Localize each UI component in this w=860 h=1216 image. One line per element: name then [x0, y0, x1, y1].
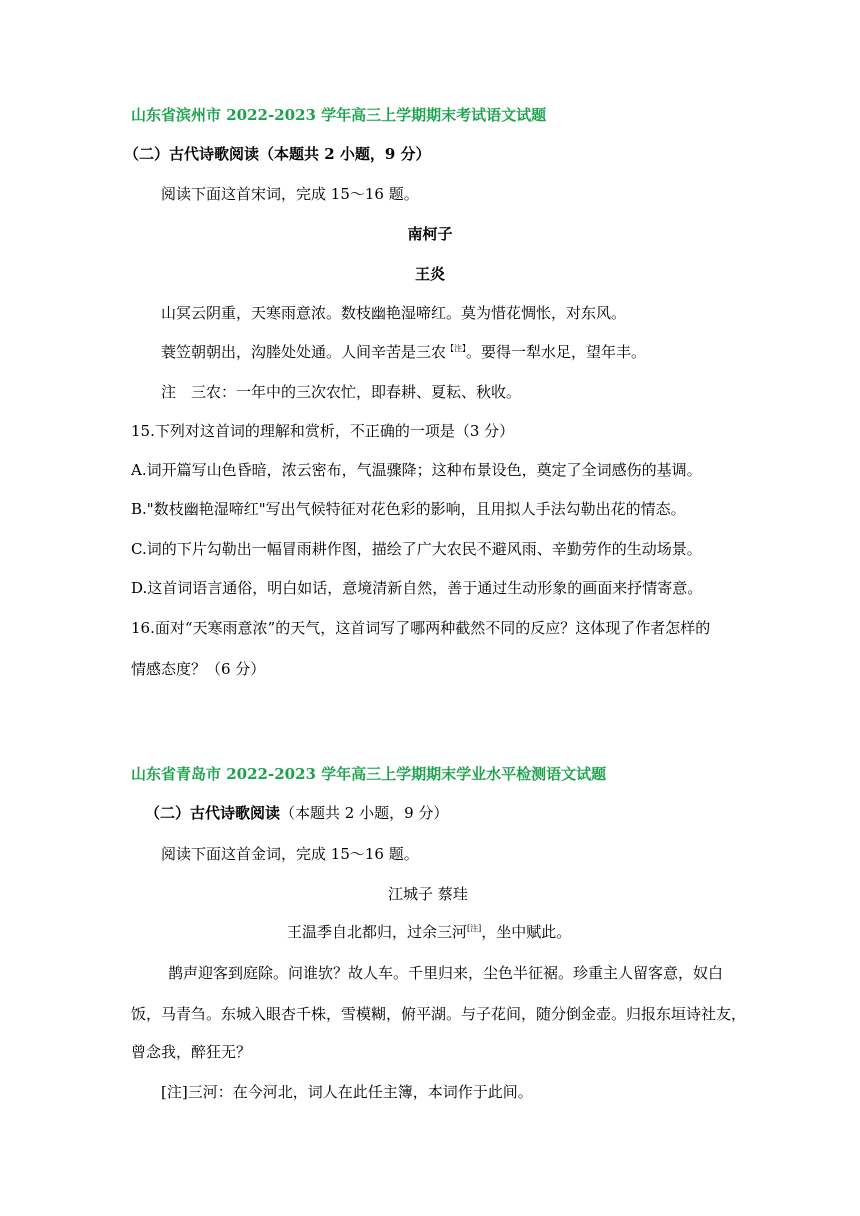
- poem-body-line-1: 鹊声迎客到庭除。问谁欤？故人车。千里归来，尘色半征裾。珍重主人留客意，奴白: [168, 964, 724, 982]
- poem-line-1: 山冥云阴重，天寒雨意浓。数枝幽艳湿啼红。莫为惜花惆怅，对东风。: [161, 304, 627, 322]
- note-marker: 【注】: [446, 344, 467, 353]
- preface-note-marker: [注]: [467, 924, 482, 933]
- section-heading-1: （二）古代诗歌阅读（本题共 2 小题，9 分）: [124, 145, 431, 163]
- poem-preface: [287, 922, 571, 942]
- annotation-2: [注]三河：在今河北，词人在此任主簿，本词作于此间。: [161, 1083, 533, 1101]
- section-heading-2: [145, 803, 448, 823]
- option-b: B."数枝幽艳湿啼红"写出气候特征对花色彩的影响，且用拟人手法勾勒出花的情态。: [131, 500, 686, 518]
- poem-line-2: [161, 342, 646, 362]
- preface-b: ，坐中赋此。: [481, 923, 572, 941]
- option-a: A.词开篇写山色昏暗，浓云密布，气温骤降；这种布景设色，奠定了全词感伤的基调。: [131, 461, 702, 479]
- option-d: D.这首词语言通俗，明白如话，意境清新自然，善于通过生动形象的画面来抒情寄意。: [131, 579, 703, 597]
- source-title-binzhou: 山东省滨州市 2022-2023 学年高三上学期期末考试语文试题: [131, 106, 547, 124]
- section-heading-2-bold: （二）古代诗歌阅读: [145, 804, 281, 822]
- annotation-1: 注 三农：一年中的三次农忙，即春耕、夏耘、秋收。: [161, 383, 522, 401]
- option-c: C.词的下片勾勒出一幅冒雨耕作图，描绘了广大农民不避风雨、辛勤劳作的生动场景。: [131, 540, 702, 558]
- poem-title-1: 南柯子: [407, 225, 453, 243]
- poem-line-2-b: 。要得一犁水足，望年丰。: [466, 343, 647, 361]
- poem-line-2-a: 蓑笠朝朝出，沟塍处处通。人间辛苦是三农: [161, 343, 447, 361]
- question-16-line-2: 情感态度？（6 分）: [131, 660, 266, 678]
- section-heading-2-rest: （本题共 2 小题，9 分）: [280, 804, 449, 822]
- poem-title-2: 江城子 蔡珪: [388, 885, 468, 903]
- question-16-line-1: 16.面对“天寒雨意浓”的天气，这首词写了哪两种截然不同的反应？这体现了作者怎样的: [131, 619, 711, 637]
- intro-2: 阅读下面这首金词，完成 15～16 题。: [161, 845, 419, 863]
- preface-a: 王温季自北都归，过余三河: [287, 923, 468, 941]
- poem-body-line-2: 饭，马青刍。东城入眼杏千株，雪模糊，俯平湖。与子花间，随分倒金壶。归报东垣诗社友，: [131, 1005, 747, 1023]
- question-15: 15.下列对这首词的理解和赏析，不正确的一项是（3 分）: [131, 422, 515, 440]
- source-title-qingdao: 山东省青岛市 2022-2023 学年高三上学期期末学业水平检测语文试题: [131, 765, 607, 783]
- poem-author-1: 王炎: [414, 265, 445, 283]
- intro-1: 阅读下面这首宋词，完成 15～16 题。: [161, 185, 419, 203]
- poem-body-line-3: 曾念我，醉狂无？: [131, 1043, 252, 1061]
